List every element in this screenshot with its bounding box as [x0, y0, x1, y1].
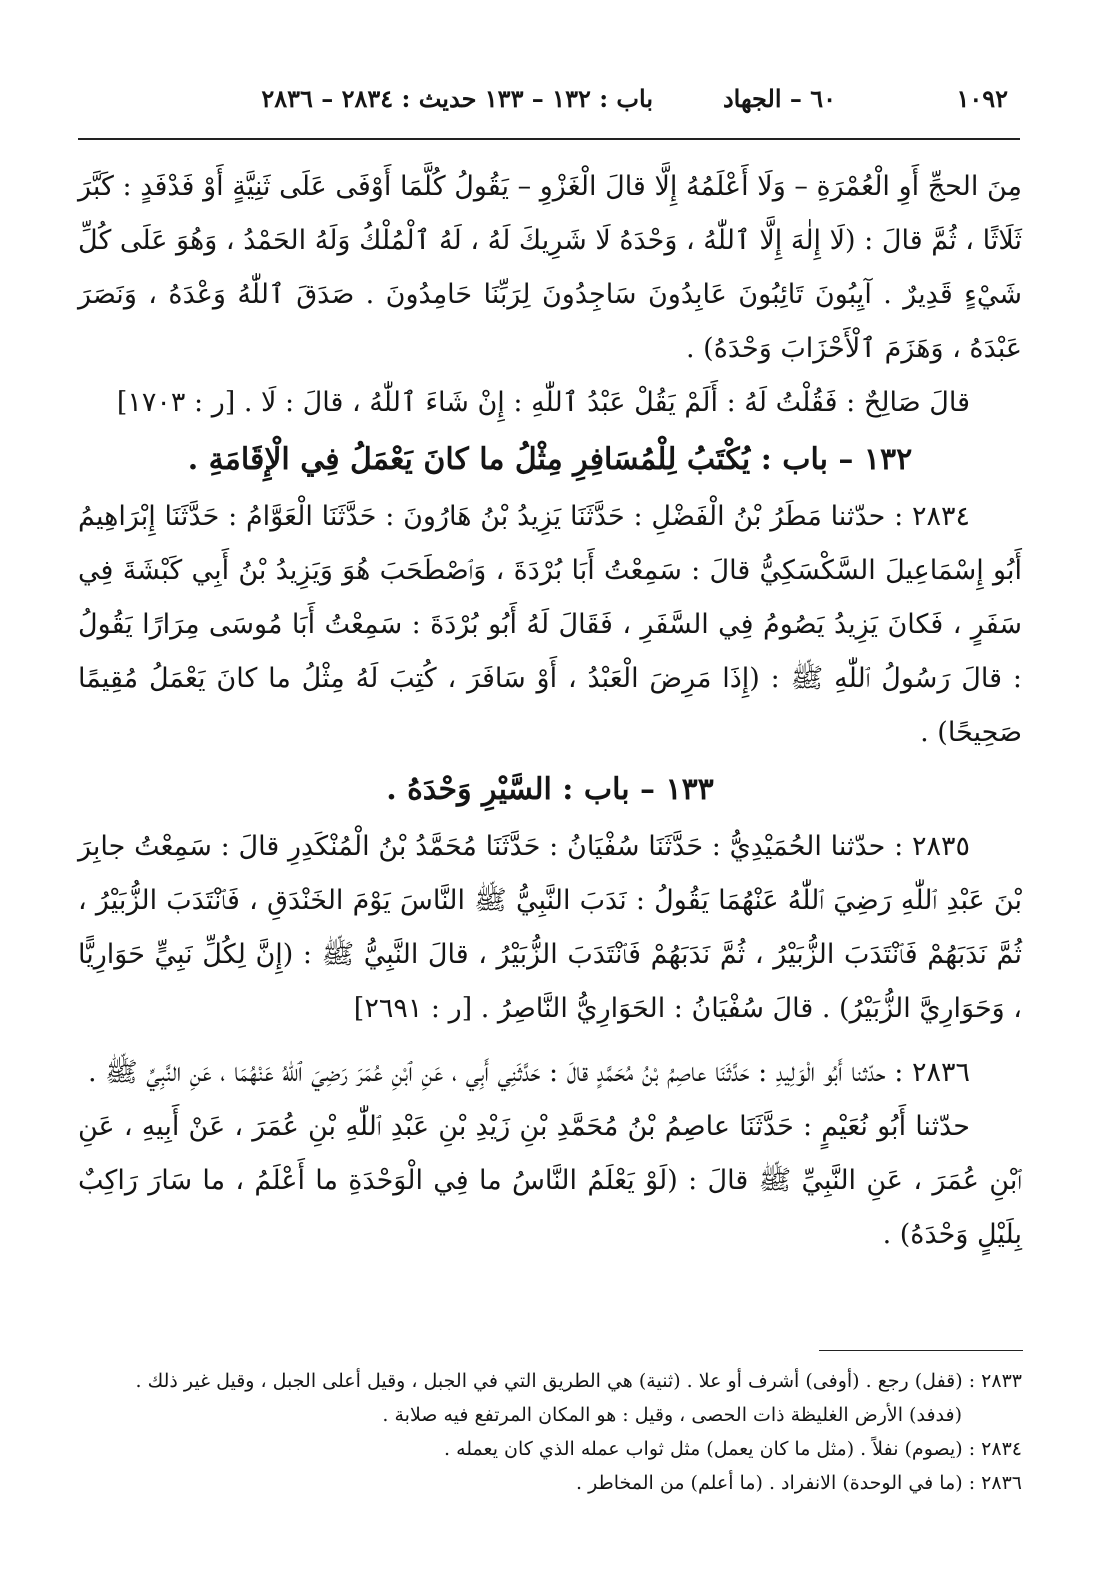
hadith-2836-second-chain: حدّثنا أَبُو نُعَيْمٍ : حَدَّثَنَا عاصِمُ بْنُ مُحَمَّدِ بْنِ زَيْدِ بْنِ عَبْدِ ٱللّٰهِ بْنِ عُمَرَ ، عَنْ أَبِيهِ ، عَنِ ٱبْنِ عُمَرَ ، عَنِ النَّبِيِّ ﷺ قالَ : (لَوْ يَعْلَمُ النَّاسُ ما فِي الْوَحْدَةِ ما أَعْلَمُ ، ما سَارَ رَاكِبٌ بِلَيْلٍ وَحْدَهُ) .	[78, 1111, 1022, 1250]
header-rule	[78, 138, 1020, 140]
footnote-2833-continued: (فدفد) الأرض الغليظة ذات الحصى ، وقيل : هو المكان المرتفع فيه صلابة .	[382, 1404, 962, 1426]
chapter-heading-132: ١٣٢ – باب : يُكْتَبُ لِلْمُسَافِرِ مِثْلُ ما كانَ يَعْمَلُ فِي الْإِقَامَةِ .	[187, 442, 913, 477]
footnote-rule	[819, 1350, 1023, 1351]
hadith-2835: ٢٨٣٥ : حدّثنا الحُمَيْدِيُّ : حَدَّثَنَا سُفْيَانُ : حَدَّثَنَا مُحَمَّدُ بْنُ الْمُنْكَدِرِ قالَ : سَمِعْتُ جابِرَ بْنَ عَبْدِ ٱللّٰهِ رَضِيَ ٱللّٰهُ عَنْهُمَا يَقُولُ : نَدَبَ النَّبِيُّ ﷺ النَّاسَ يَوْمَ الخَنْدَقِ ، فَٱنْتَدَبَ الزُّبَيْرُ ، ثُمَّ نَدَبَهُمْ فَٱنْتَدَبَ الزُّبَيْرُ ، ثُمَّ نَدَبَهُمْ فَٱنْتَدَبَ الزُّبَيْرُ ، قالَ النَّبِيُّ ﷺ : (إِنَّ لِكُلِّ نَبِيٍّ حَوَارِيًّا ، وَحَوَارِيَّ الزُّبَيْرُ) . قالَ سُفْيَانُ : الحَوَارِيُّ النَّاصِرُ . [ر : ٢٦٩١]	[78, 831, 1022, 1024]
main-text	[78, 160, 1022, 1262]
page-number: ١٠٩٢	[956, 84, 1008, 113]
hadith-2834: ٢٨٣٤ : حدّثنا مَطَرُ بْنُ الْفَضْلِ : حَدَّثَنَا يَزِيدُ بْنُ هَارُونَ : حَدَّثَنَا الْعَوَّامُ : حَدَّثَنَا إِبْرَاهِيمُ أَبُو إِسْمَاعِيلَ السَّكْسَكِيُّ قالَ : سَمِعْتُ أَبَا بُرْدَةَ ، وَٱصْطَحَبَ هُوَ وَيَزِيدُ بْنُ أَبِي كَبْشَةَ فِي سَفَرٍ ، فَكانَ يَزِيدُ يَصُومُ فِي السَّفَرِ ، فَقَالَ لَهُ أَبُو بُرْدَةَ : سَمِعْتُ أَبَا مُوسَى مِرَارًا يَقُولُ : قالَ رَسُولُ ٱللّٰهِ ﷺ : (إِذَا مَرِضَ الْعَبْدُ ، أَوْ سَافَرَ ، كُتِبَ لَهُ مِثْلُ ما كانَ يَعْمَلُ مُقِيمًا صَحِيحًا) .	[78, 501, 1022, 748]
chapter-title: ٦٠ – الجهاد	[722, 84, 836, 113]
section-reference: باب : ١٣٢ – ١٣٣ حديث : ٢٨٣٤ – ٢٨٣٦	[261, 84, 653, 113]
footnote-2834: ٢٨٣٤ : (يصوم) نفلاً . (مثل ما كان يعمل) مثل ثواب عمله الذي كان يعمله .	[444, 1438, 1022, 1460]
hadith-2836: ٢٨٣٦ : حدّثنا أَبُو الْوَلِيدِ : حَدَّثَنَا عاصِمُ بْنُ مُحَمَّدٍ قالَ : حَدَّثَنِي أَبِي ، عَنِ ٱبْنِ عُمَرَ رَضِيَ ٱللّٰهُ عَنْهُمَا ، عَنِ النَّبِيِّ ﷺ .	[87, 1057, 970, 1088]
footnote-2836: ٢٨٣٦ : (ما في الوحدة) الانفراد . (ما أعلم) من المخاطر .	[576, 1472, 1022, 1494]
hadith-2833-continuation: مِنَ الحجِّ أَوِ الْعُمْرَةِ – وَلَا أَعْلَمُهُ إِلَّا قالَ الْغَزْوِ – يَقُولُ كُلَّمَا أَوْفَى عَلَى ثَنِيَّةٍ أَوْ فَدْفَدٍ : كَبَّرَ ثَلَاثًا ، ثُمَّ قالَ : (لَا إِلٰهَ إِلَّا ٱللّٰهُ ، وَحْدَهُ لَا شَرِيكَ لَهُ ، لَهُ ٱلْمُلْكُ وَلَهُ الحَمْدُ ، وَهُوَ عَلَى كُلِّ شَيْءٍ قَدِيرٌ . آيِبُونَ تَائِبُونَ عَابِدُونَ سَاجِدُونَ لِرَبِّنَا حَامِدُونَ . صَدَقَ ٱللّٰهُ وَعْدَهُ ، وَنَصَرَ عَبْدَهُ ، وَهَزَمَ ٱلْأَحْزَابَ وَحْدَهُ) .	[78, 171, 1022, 364]
hadith-2833-note: قالَ صَالِحٌ : فَقُلْتُ لَهُ : أَلَمْ يَقُلْ عَبْدُ ٱللّٰهِ : إِنْ شَاءَ ٱللّٰهُ ، قالَ : لَا . [ر : ١٧٠٣]	[116, 387, 970, 418]
chapter-heading-133: ١٣٣ – باب : السَّيْرِ وَحْدَهُ .	[386, 772, 714, 807]
spacer	[78, 1036, 1022, 1046]
footnote-2833: ٢٨٣٣ : (قفل) رجع . (أوفى) أشرف أو علا . (ثنية) هي الطريق التي في الجبل ، وقيل أعلى الجبل ، وقيل غير ذلك .	[135, 1370, 1022, 1392]
footnotes	[78, 1364, 1022, 1500]
page-header	[88, 84, 1008, 124]
